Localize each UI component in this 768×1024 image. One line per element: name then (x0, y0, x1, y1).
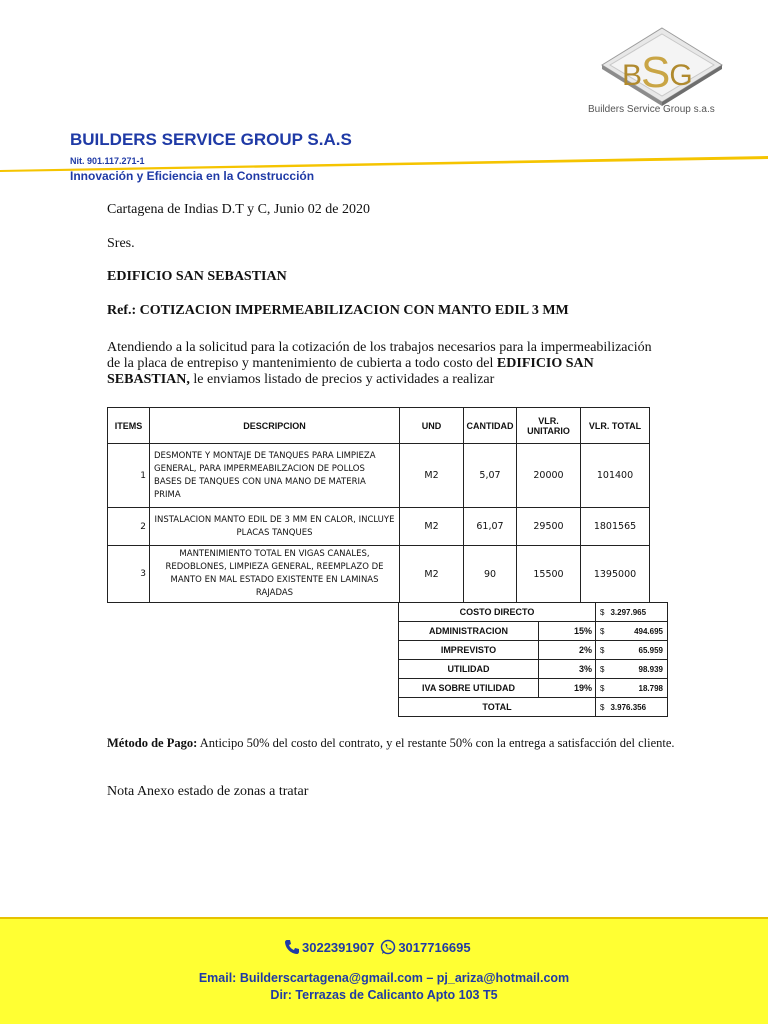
logo-monogram: BSG (622, 48, 692, 97)
row-unit-price: 20000 (517, 444, 581, 508)
imprevisto-pct: 2% (539, 641, 596, 660)
company-name: BUILDERS SERVICE GROUP S.A.S (70, 130, 352, 149)
iva-label: IVA SOBRE UTILIDAD (399, 679, 539, 698)
payment-method (107, 736, 757, 751)
totals-row-total (399, 698, 668, 717)
payment-label: Método de Pago: (107, 736, 198, 750)
totals-row-iva (399, 679, 668, 698)
row-description: MANTENIMIENTO TOTAL EN VIGAS CANALES, REDOBLONES, LIMPIEZA GENERAL, REEMPLAZO DE MANTO EN MAL ESTADO EXISTENTE EN LAMINAS RAJADAS (150, 546, 400, 603)
totals-row-administracion (399, 622, 668, 641)
letter-greeting: Sres. (107, 236, 135, 251)
header-und: UND (400, 408, 464, 444)
logo-caption: Builders Service Group s.a.s (588, 104, 715, 115)
table-row (108, 444, 650, 508)
table-row (108, 546, 650, 603)
intro-text-start: Atendiendo a la solicitud para la cotización de los trabajos necesarios para la impermeabilización de la placa de entrepiso y mantenimiento de cubierta a todo costo del (107, 340, 652, 371)
costo-directo-amount: $ 3.297.965 (596, 603, 668, 622)
company-nit: Nit. 901.117.271-1 (70, 156, 145, 166)
annex-note: Nota Anexo estado de zonas a tratar (107, 784, 309, 799)
row-quantity: 5,07 (464, 444, 517, 508)
letter-city-date: Cartagena de Indias D.T y C, Junio 02 de 2020 (107, 202, 370, 217)
costo-directo-label: COSTO DIRECTO (399, 603, 596, 622)
footer-address: Dir: Terrazas de Calicanto Apto 103 T5 (270, 988, 498, 1002)
footer-email[interactable]: Email: Builderscartagena@gmail.com – pj_ariza@hotmail.com (198, 971, 570, 985)
totals-row-costo-directo (399, 603, 668, 622)
intro-recipient-bold: EDIFICIO SAN SEBASTIAN, (107, 356, 594, 387)
row-total-price: 1395000 (581, 546, 650, 603)
letter-intro (107, 340, 667, 388)
utilidad-amount: $ 98.939 (596, 660, 668, 679)
company-logo (588, 20, 732, 120)
row-description: INSTALACION MANTO EDIL DE 3 MM EN CALOR, INCLUYE PLACAS TANQUES (150, 508, 400, 546)
imprevisto-amount: $ 65.959 (596, 641, 668, 660)
row-unit-price: 15500 (517, 546, 581, 603)
payment-text: Anticipo 50% del costo del contrato, y el restante 50% con la entrega a satisfacción del cliente. (197, 736, 675, 750)
iva-amount: $ 18.798 (596, 679, 668, 698)
footer-top-line (0, 917, 768, 919)
row-unit: M2 (400, 444, 464, 508)
row-quantity: 90 (464, 546, 517, 603)
row-unit: M2 (400, 546, 464, 603)
header-vlr-total: VLR. TOTAL (581, 408, 650, 444)
totals-table (398, 602, 668, 717)
totals-row-utilidad (399, 660, 668, 679)
footer-phones (284, 939, 471, 955)
row-total-price: 101400 (581, 444, 650, 508)
intro-text-end: le enviamos listado de precios y actividades a realizar (189, 372, 495, 387)
total-amount: $ 3.976.356 (596, 698, 668, 717)
row-item: 3 (108, 546, 150, 603)
row-description: DESMONTE Y MONTAJE DE TANQUES PARA LIMPIEZA GENERAL, PARA IMPERMEABILZACION DE POLLOS BASES DE TANQUES CON UNA MANO DE MATERIA PRIMA (150, 444, 400, 508)
administracion-label: ADMINISTRACION (399, 622, 539, 641)
header-descripcion: DESCRIPCION (150, 408, 400, 444)
header-items: ITEMS (108, 408, 150, 444)
utilidad-pct: 3% (539, 660, 596, 679)
row-item: 1 (108, 444, 150, 508)
table-header-row (108, 408, 650, 444)
iva-pct: 19% (539, 679, 596, 698)
row-quantity: 61,07 (464, 508, 517, 546)
footer (0, 917, 768, 1024)
phone-number-1[interactable]: 3022391907 (302, 939, 375, 955)
row-unit-price: 29500 (517, 508, 581, 546)
quote-table (107, 407, 650, 603)
administracion-amount: $ 494.695 (596, 622, 668, 641)
phone-icon (284, 939, 300, 955)
row-item: 2 (108, 508, 150, 546)
utilidad-label: UTILIDAD (399, 660, 539, 679)
letter-recipient: EDIFICIO SAN SEBASTIAN (107, 269, 287, 284)
imprevisto-label: IMPREVISTO (399, 641, 539, 660)
row-unit: M2 (400, 508, 464, 546)
header-vlr-unitario: VLR. UNITARIO (517, 408, 581, 444)
administracion-pct: 15% (539, 622, 596, 641)
phone-number-2[interactable]: 3017716695 (398, 939, 471, 955)
header-cantidad: CANTIDAD (464, 408, 517, 444)
table-row (108, 508, 650, 546)
whatsapp-icon (380, 939, 396, 955)
letter-reference: Ref.: COTIZACION IMPERMEABILIZACION CON MANTO EDIL 3 MM (107, 303, 569, 318)
row-total-price: 1801565 (581, 508, 650, 546)
total-label: TOTAL (399, 698, 596, 717)
totals-row-imprevisto (399, 641, 668, 660)
company-slogan: Innovación y Eficiencia en la Construcción (70, 169, 315, 183)
